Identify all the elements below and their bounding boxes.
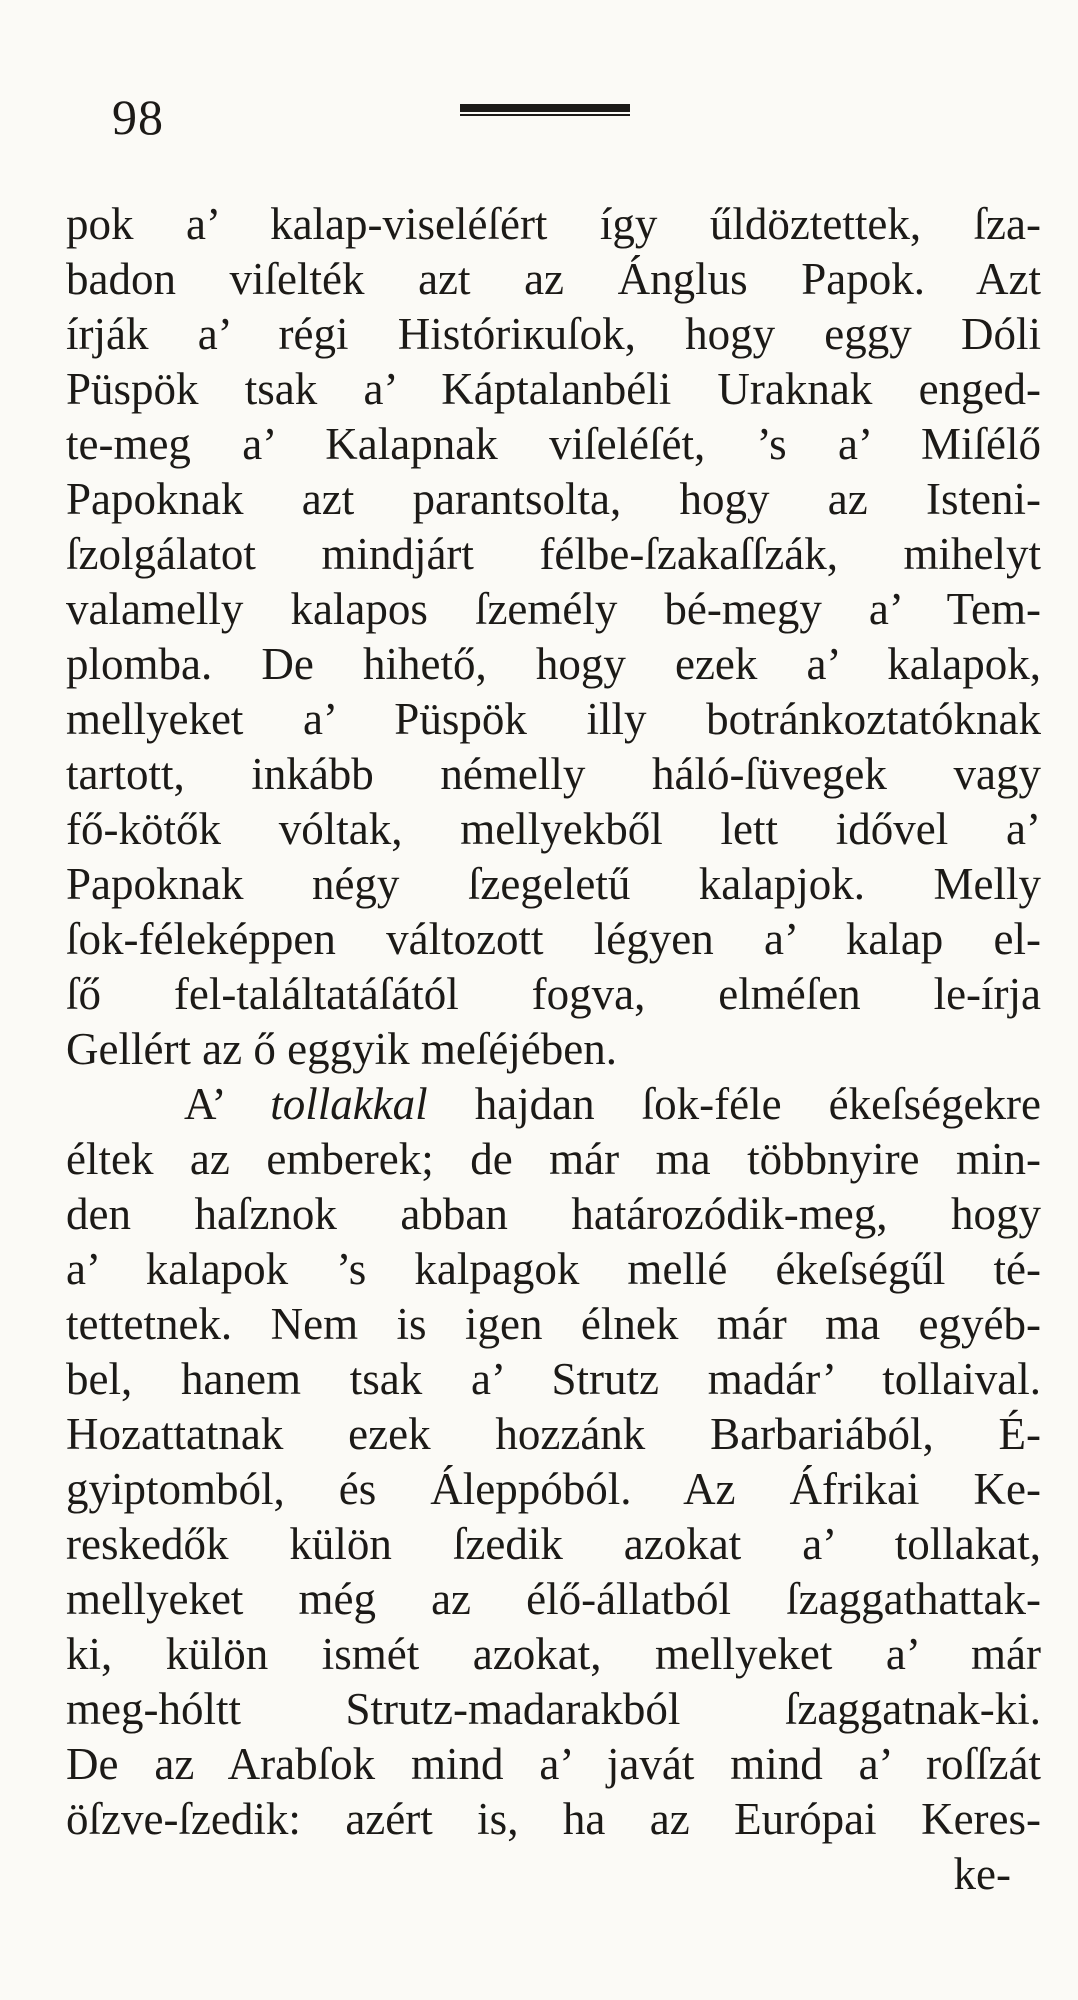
text-line: Papoknak azt parantsolta, hogy az Isteni- [66, 474, 1041, 524]
text-line: tartott, inkább némelly háló-ſüvegek vagy [66, 749, 1041, 799]
text-line: reskedők külön ſzedik azokat a’ tollakat, [66, 1519, 1041, 1569]
text-line: tettetnek. Nem is igen élnek már ma egyéb- [66, 1299, 1041, 1349]
text-line: bel, hanem tsak a’ Strutz madár’ tollaival. [66, 1354, 1041, 1404]
header-rule-thick [460, 104, 630, 112]
text-line: Gellért az ő eggyik meſéjében. [66, 1024, 618, 1074]
text-line: ſő fel-találtatáſától fogva, elméſen le-írja [66, 969, 1041, 1019]
text-line: De az Arabſok mind a’ javát mind a’ roſſzát [66, 1739, 1041, 1789]
text-line: valamelly kalapos ſzemély bé-megy a’ Tem- [66, 584, 1041, 634]
text-line: mellyeket még az élő-állatból ſzaggathattak- [66, 1574, 1041, 1624]
text-line: fő-kötők vóltak, mellyekből lett idővel a’ [66, 804, 1041, 854]
text-line: te-meg a’ Kalapnak viſeléſét, ’s a’ Miſélő [66, 419, 1041, 469]
text-line: a’ kalapok ’s kalpagok mellé ékeſségűl té- [66, 1244, 1041, 1294]
text-line: pok a’ kalap-viseléſért így űldöztettek, ſza- [66, 199, 1041, 249]
text-line: ſok-féleképpen változott légyen a’ kalap el- [66, 914, 1041, 964]
text-line: írják a’ régi Históriкuſok, hogy eggy Dóli [66, 309, 1041, 359]
italic-term: tollakkal [270, 1079, 428, 1129]
text-line: badon viſelték azt az Ánglus Papok. Azt [66, 254, 1041, 304]
text-line: gyiptomból, és Áleppóból. Az Áfrikai Ke- [66, 1464, 1041, 1514]
text-span: A’ [184, 1079, 271, 1129]
text-line: Püspök tsak a’ Káptalanbéli Uraknak enged- [66, 364, 1041, 414]
text-line: ki, külön ismét azokat, mellyeket a’ már [66, 1629, 1041, 1679]
text-line: Hozattatnak ezek hozzánk Barbariából, É- [66, 1409, 1041, 1459]
text-line: mellyeket a’ Püspök illy botránkoztatóknak [66, 694, 1041, 744]
header-rule-thin [460, 114, 630, 116]
text-line: plomba. De hihető, hogy ezek a’ kalapok, [66, 639, 1041, 689]
text-line: den haſznok abban határozódik-meg, hogy [66, 1189, 1041, 1239]
paragraph-first-line [66, 1077, 1041, 1132]
body-text [66, 197, 1041, 1902]
text-line: ſzolgálatot mindjárt félbe-ſzakaſſzák, mihelyt [66, 529, 1041, 579]
catchword: ke- [953, 1849, 1011, 1899]
text-line: Papoknak négy ſzegeletű kalapjok. Melly [66, 859, 1041, 909]
text-line: éltek az emberek; de már ma többnyire min- [66, 1134, 1041, 1184]
header-rule-ornament [460, 104, 630, 116]
text-line: öſzve-ſzedik: azért is, ha az Európai Keres- [66, 1794, 1041, 1844]
text-span: hajdan ſok-féle ékeſségekre [427, 1079, 1041, 1129]
text-line: meg-hóltt Strutz-madarakból ſzaggatnak-ki. [66, 1684, 1041, 1734]
page-number: 98 [112, 89, 164, 145]
